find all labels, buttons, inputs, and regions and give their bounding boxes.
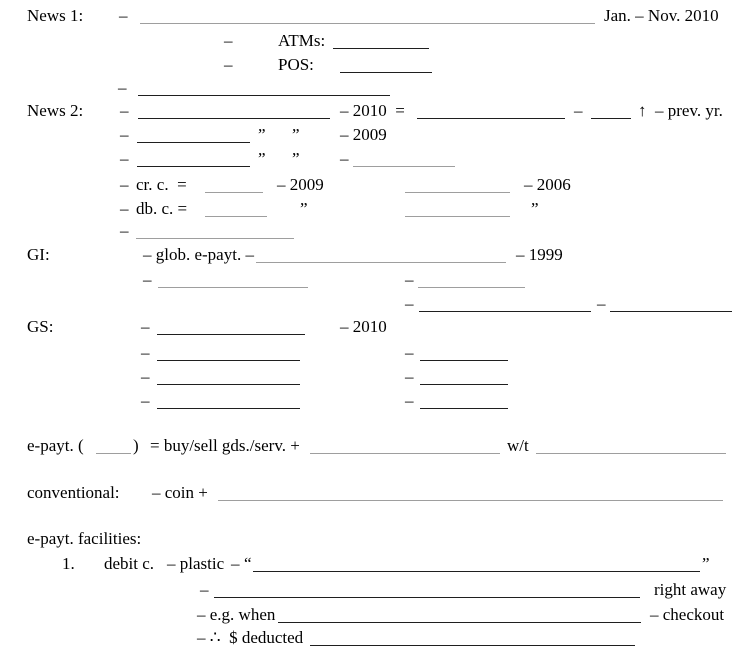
line-facility-1d xyxy=(0,628,753,650)
epayt-wt-label: w/t xyxy=(507,436,529,455)
blank-line xyxy=(420,345,508,361)
dash: – xyxy=(120,125,129,144)
debit-card-label: db. c. = xyxy=(136,199,188,218)
ditto-mark: ” xyxy=(292,125,300,144)
ditto-mark: ” xyxy=(258,149,266,168)
pos-label: POS: xyxy=(278,55,314,74)
dash: – xyxy=(340,149,349,168)
line-news2-extra xyxy=(0,221,753,243)
news1-date-range: Jan. – Nov. 2010 xyxy=(604,6,719,25)
blank-line xyxy=(136,223,294,239)
checkout-label: – checkout xyxy=(650,605,725,624)
blank-line xyxy=(158,272,308,288)
dash: – xyxy=(405,343,414,362)
crc-year-2009: – 2009 xyxy=(277,175,324,194)
news2-year-2009: – 2009 xyxy=(340,125,387,144)
close-quote: ” xyxy=(702,554,710,573)
gi-label: GI: xyxy=(27,245,50,264)
line-facility-1 xyxy=(0,554,753,576)
conventional-label: conventional: xyxy=(27,483,120,502)
blank-line xyxy=(333,33,429,49)
facility-1-term: debit c. xyxy=(104,554,155,573)
blank-line xyxy=(310,630,635,646)
line-news1-extra xyxy=(0,78,753,100)
ditto-mark: ” xyxy=(531,199,539,218)
up-arrow-icon: ↑ xyxy=(638,101,647,120)
dash: – xyxy=(120,221,129,240)
facility-1-number: 1. xyxy=(62,554,75,573)
dash: – xyxy=(120,101,129,120)
dash: – xyxy=(224,55,233,74)
blank-line xyxy=(420,369,508,385)
line-gi-3 xyxy=(0,294,753,316)
blank-line xyxy=(278,607,641,623)
line-gs-3 xyxy=(0,367,753,389)
deducted-label: – ∴ $ deducted xyxy=(197,628,304,647)
blank-line xyxy=(405,177,510,193)
blank-line xyxy=(353,151,455,167)
ditto-mark: ” xyxy=(258,125,266,144)
blank-line xyxy=(256,247,506,263)
line-facility-1b xyxy=(0,580,753,602)
dash: – xyxy=(120,199,129,218)
line-news2-ditto1 xyxy=(0,125,753,147)
news2-prev-yr: – prev. yr. xyxy=(655,101,723,120)
dash: – xyxy=(597,294,606,313)
news1-label: News 1: xyxy=(27,6,84,25)
blank-line xyxy=(310,438,500,454)
blank-line xyxy=(536,438,726,454)
epayt-paren-close: ) xyxy=(133,436,139,455)
blank-line xyxy=(418,272,525,288)
blank-line xyxy=(140,8,595,24)
line-epayt-definition xyxy=(0,436,753,458)
blank-line xyxy=(591,103,631,119)
blank-line xyxy=(420,393,508,409)
conventional-coin-part: – coin + xyxy=(152,483,208,502)
dash: – xyxy=(141,317,150,336)
dash: – xyxy=(405,294,414,313)
gs-label: GS: xyxy=(27,317,54,336)
gi-year-1999: – 1999 xyxy=(516,245,563,264)
blank-line xyxy=(96,438,131,454)
dash: – xyxy=(141,367,150,386)
dash: – xyxy=(405,270,414,289)
line-gs-2 xyxy=(0,343,753,365)
dash: – xyxy=(120,175,129,194)
blank-line xyxy=(137,151,250,167)
blank-line xyxy=(157,345,300,361)
credit-card-label: cr. c. = xyxy=(136,175,187,194)
blank-line xyxy=(157,393,300,409)
line-news2-ditto2 xyxy=(0,149,753,171)
facility-1-plastic: – plastic xyxy=(167,554,225,573)
blank-line xyxy=(138,103,330,119)
ditto-mark: ” xyxy=(292,149,300,168)
line-news2 xyxy=(0,101,753,123)
blank-line xyxy=(253,556,700,572)
gs-year-2010: – 2010 xyxy=(340,317,387,336)
gi-glob-epayt-label: – glob. e-payt. – xyxy=(143,245,254,264)
atms-label: ATMs: xyxy=(278,31,326,50)
dash: – xyxy=(200,580,209,599)
line-credit-card xyxy=(0,175,753,197)
news2-eq-2010: – 2010 = xyxy=(340,101,405,120)
right-away-label: right away xyxy=(654,580,727,599)
line-gi xyxy=(0,245,753,267)
blank-line xyxy=(138,80,390,96)
dash: – xyxy=(574,101,583,120)
blank-line xyxy=(205,177,263,193)
blank-line xyxy=(218,485,723,501)
dash: – xyxy=(143,270,152,289)
news2-label: News 2: xyxy=(27,101,84,120)
dash: – xyxy=(119,6,128,25)
blank-line xyxy=(405,201,510,217)
line-conventional xyxy=(0,483,753,505)
dash: – xyxy=(405,391,414,410)
line-debit-card xyxy=(0,199,753,221)
line-atms xyxy=(0,31,753,53)
line-gi-2 xyxy=(0,270,753,292)
blank-line xyxy=(419,296,591,312)
eg-when-label: – e.g. when xyxy=(197,605,276,624)
dash: – xyxy=(141,343,150,362)
epayt-equals-part: = buy/sell gds./serv. + xyxy=(150,436,300,455)
line-gs xyxy=(0,317,753,339)
line-gs-4 xyxy=(0,391,753,413)
epayt-term-open: e-payt. ( xyxy=(27,436,84,455)
dash: – xyxy=(120,149,129,168)
blank-line xyxy=(340,57,432,73)
line-news1 xyxy=(0,6,753,28)
blank-line xyxy=(157,369,300,385)
ditto-mark: ” xyxy=(300,199,308,218)
line-facilities-heading xyxy=(0,529,753,551)
dash: – xyxy=(224,31,233,50)
facilities-heading: e-payt. facilities: xyxy=(27,529,142,548)
line-pos xyxy=(0,55,753,77)
dash: – xyxy=(118,78,127,97)
blank-line xyxy=(610,296,732,312)
dash: – xyxy=(141,391,150,410)
open-quote: “ xyxy=(244,554,252,573)
blank-line xyxy=(214,582,640,598)
blank-line xyxy=(205,201,267,217)
dash: – xyxy=(231,554,240,573)
blank-line xyxy=(417,103,565,119)
blank-line xyxy=(137,127,250,143)
blank-line xyxy=(157,319,305,335)
crc-year-2006: – 2006 xyxy=(524,175,571,194)
line-facility-1c xyxy=(0,605,753,627)
dash: – xyxy=(405,367,414,386)
